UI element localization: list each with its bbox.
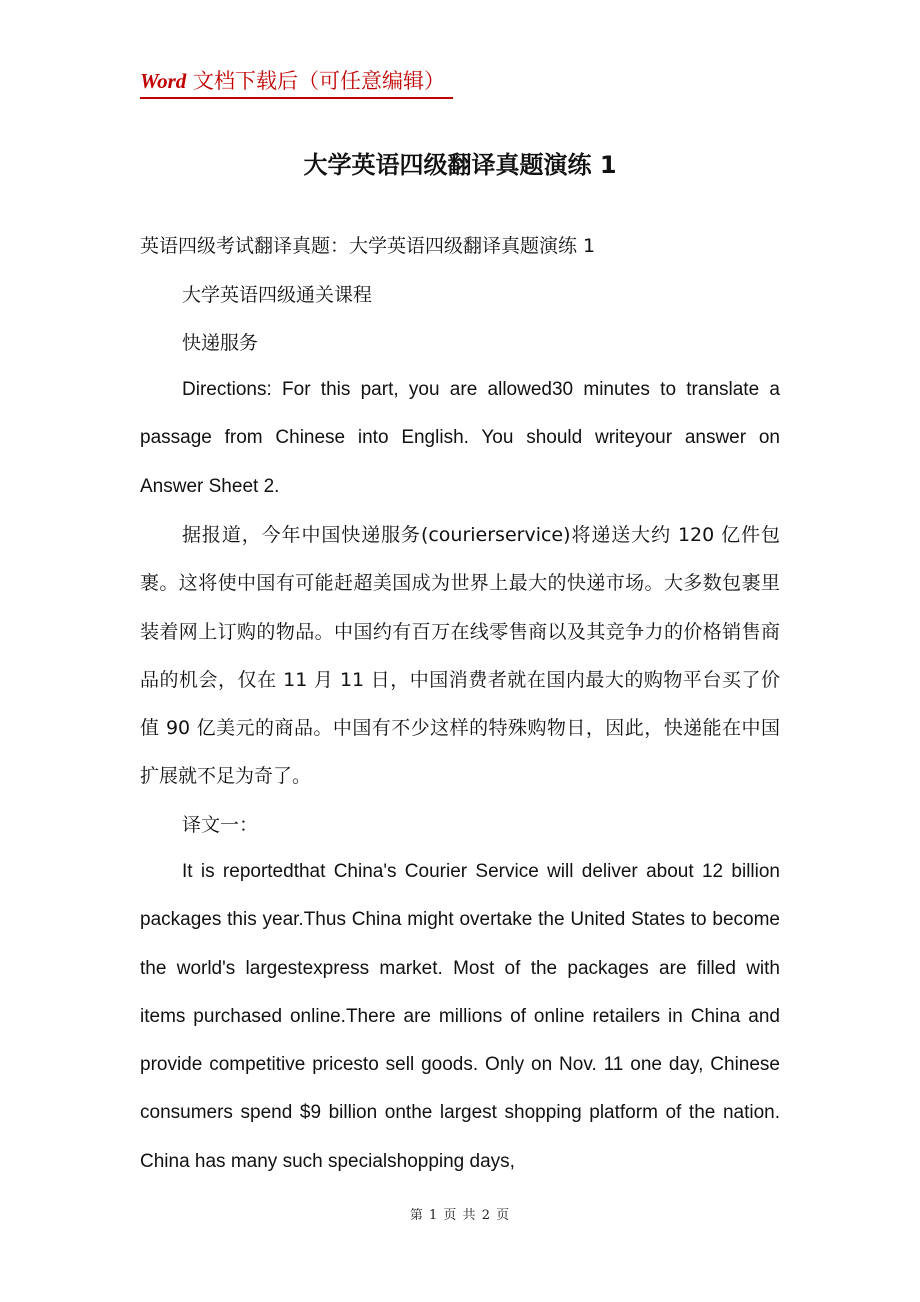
directions-paragraph: Directions: For this part, you are allowed30 minutes to translate a passage from Chinese into English. You should writeyour answer on Answer Sheet 2. bbox=[140, 379, 780, 497]
translation-label: 译文一： bbox=[182, 814, 259, 836]
chinese-passage: 据报道，今年中国快递服务(courierservice)将递送大约 120 亿件包裹。这将使中国有可能赶超美国成为世界上最大的快递市场。大多数包裹里装着网上订购的物品。中国约有百万在线零售商以及其竞争力的价格销售商品的机会，仅在 11 月 11 日，中国消费者就在国内最大的购物平台买了价值 90 亿美元的商品。中国有不少这样的特殊购物日，因此，快递能在中国扩展就不足为奇了。 bbox=[140, 524, 780, 788]
document-title: 大学英语四级翻译真题演练 1 bbox=[303, 151, 617, 179]
translation-paragraph: It is reportedthat China's Courier Service will deliver about 12 billion packages this year.Thus China might overtake the United States to become the world's largestexpress market. Most of the packages are filled with items purchased online.There are millions of online retailers in China and provide competitive pricesto sell goods. Only on Nov. 11 one day, Chinese consumers spend $9 billion onthe largest shopping platform of the nation. China has many such specialshopping days, bbox=[140, 861, 780, 1172]
banner-word: Word bbox=[140, 69, 187, 93]
course-line: 大学英语四级通关课程 bbox=[182, 284, 373, 306]
banner-text: 文档下载后（可任意编辑） bbox=[186, 69, 445, 93]
intro-line: 英语四级考试翻译真题：大学英语四级翻译真题演练 1 bbox=[140, 235, 596, 257]
page-footer: 第 1 页 共 2 页 bbox=[409, 1208, 511, 1223]
topic-line: 快递服务 bbox=[182, 332, 259, 354]
download-banner bbox=[140, 66, 453, 99]
